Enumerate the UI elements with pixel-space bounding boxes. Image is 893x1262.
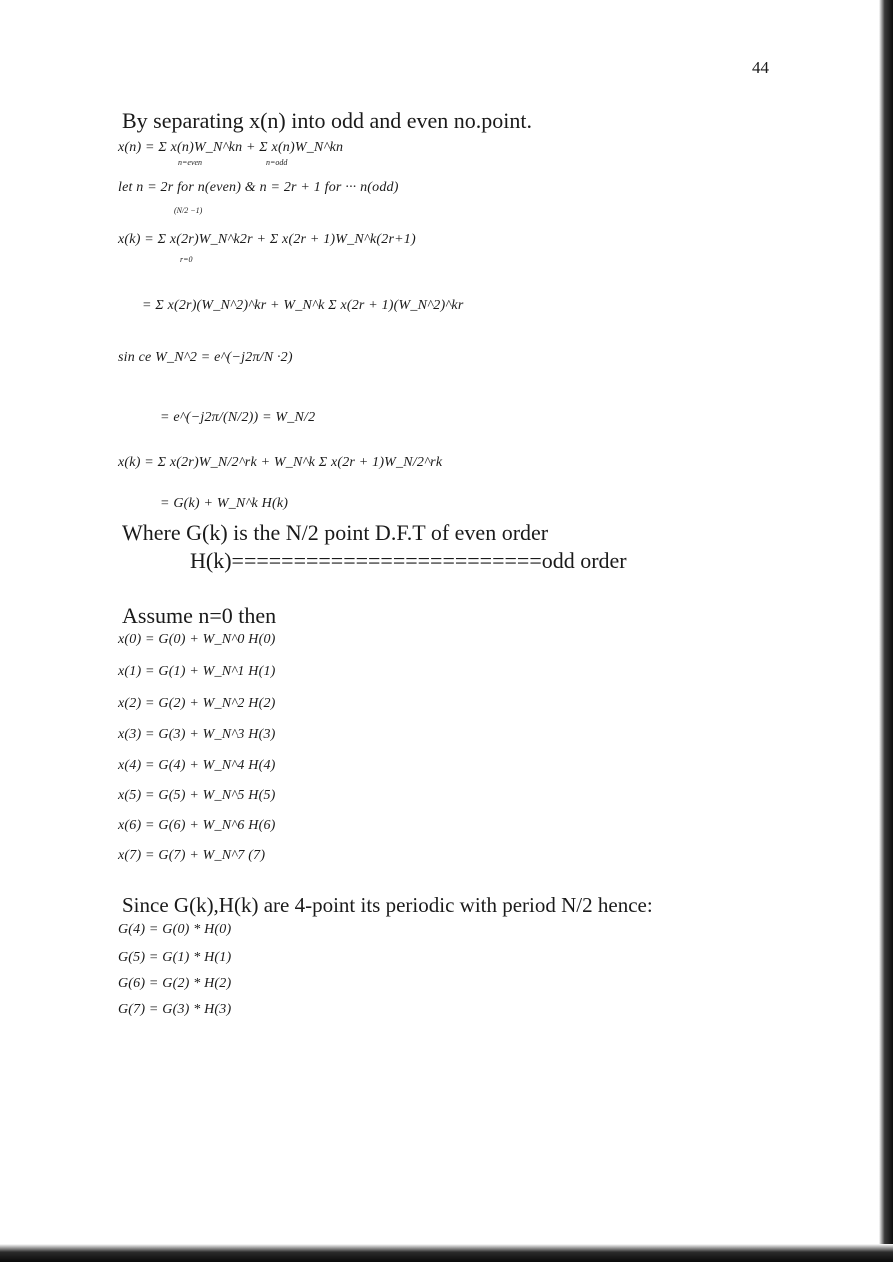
periodic-eq: G(7) = G(3) * H(3) (118, 1002, 232, 1017)
since-line: sin ce W_N^2 = e^(−j2π/N ·2) (118, 350, 293, 365)
sub-odd: n=odd (266, 158, 288, 167)
assume-eq: x(0) = G(0) + W_N^0 H(0) (118, 632, 276, 647)
periodic-eq: G(4) = G(0) * H(0) (118, 922, 232, 937)
intro-text: By separating x(n) into odd and even no.point. (122, 108, 532, 133)
equation-xk-1: x(k) = Σ x(2r)W_N^k2r + Σ x(2r + 1)W_N^k(2r+1) (118, 232, 416, 247)
equation-gk-hk: = G(k) + W_N^k H(k) (160, 496, 289, 511)
assume-eq: x(3) = G(3) + W_N^3 H(3) (118, 727, 276, 742)
limits-bottom: r=0 (180, 255, 193, 264)
assume-eq: x(7) = G(7) + W_N^7 (7) (118, 848, 266, 863)
limits-top: (N/2 −1) (174, 206, 203, 215)
page-number: 44 (752, 58, 769, 77)
sub-even: n=even (178, 158, 203, 167)
equation-split: x(n) = Σ x(n)W_N^kn + Σ x(n)W_N^kn (118, 140, 344, 155)
hk-line: H(k)=========================odd order (190, 548, 627, 573)
since-line-2: = e^(−j2π/(N/2)) = W_N/2 (160, 410, 316, 425)
where-line: Where G(k) is the N/2 point D.F.T of even order (122, 520, 549, 545)
periodic-eq: G(5) = G(1) * H(1) (118, 950, 232, 965)
equation-xk-3: x(k) = Σ x(2r)W_N/2^rk + W_N^k Σ x(2r + 1)W_N/2^rk (118, 455, 443, 470)
assume-eq: x(6) = G(6) + W_N^6 H(6) (118, 818, 276, 833)
equation-xk-2: = Σ x(2r)(W_N^2)^kr + W_N^k Σ x(2r + 1)(W_N^2)^kr (142, 298, 464, 313)
periodic-eq: G(6) = G(2) * H(2) (118, 976, 232, 991)
assume-eq: x(1) = G(1) + W_N^1 H(1) (118, 664, 276, 679)
scan-edge-bottom (0, 1244, 893, 1262)
assume-eq: x(4) = G(4) + W_N^4 H(4) (118, 758, 276, 773)
since-periodic: Since G(k),H(k) are 4-point its periodic with period N/2 hence: (122, 893, 653, 917)
assume-line: Assume n=0 then (122, 603, 277, 628)
assume-eq: x(2) = G(2) + W_N^2 H(2) (118, 696, 276, 711)
scan-edge-right (879, 0, 893, 1262)
let-line: let n = 2r for n(even) & n = 2r + 1 for ··· n(odd) (118, 180, 399, 195)
assume-eq: x(5) = G(5) + W_N^5 H(5) (118, 788, 276, 803)
